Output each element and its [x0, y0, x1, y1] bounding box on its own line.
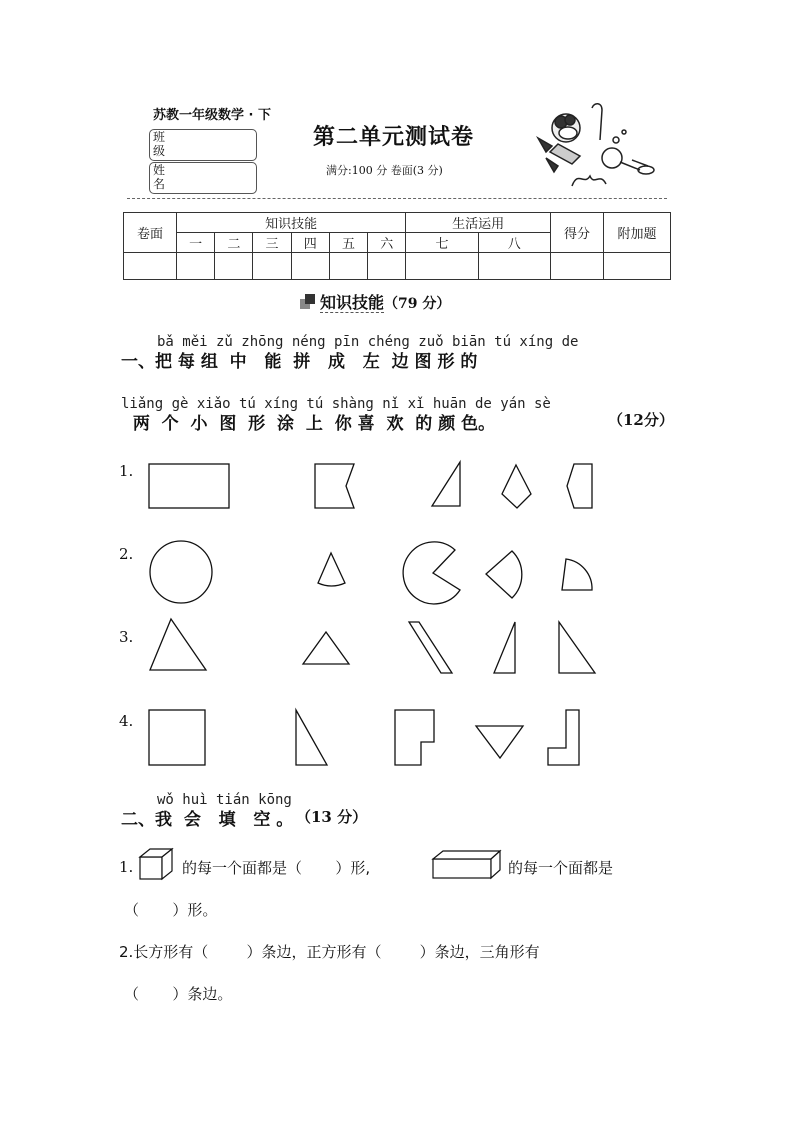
- inverted-triangle-shape: [476, 726, 523, 758]
- l-shape-piece: [548, 710, 579, 765]
- col-6: 六: [368, 233, 406, 253]
- col-8: 八: [478, 233, 550, 253]
- parallelogram-strip-shape: [409, 622, 452, 673]
- thin-triangle-shape: [494, 622, 515, 673]
- q2-item-number: 1.: [119, 858, 134, 876]
- pacman-circle-shape: [403, 542, 460, 604]
- row-number: 1.: [119, 462, 134, 480]
- page-title: 第二单元测试卷: [313, 125, 475, 150]
- q1-text-line1: 一、把 每 组 中 能 拼 成 左 边 图 形 的: [121, 352, 478, 372]
- q2-line1-part1: 的每一个面都是（ ）形,: [182, 859, 371, 877]
- col-defen: 得分: [551, 213, 604, 253]
- col-3: 三: [253, 233, 291, 253]
- col-group-zhishi: 知识技能: [177, 213, 406, 233]
- q1-text-line2: 两 个 小 图 形 涂 上 你 喜 欢 的 颜 色。: [121, 414, 496, 434]
- q2-line3: 2.长方形有（ ）条边，正方形有（ ）条边，三角形有: [119, 943, 540, 961]
- q1-pinyin-line2: liǎng gè xiǎo tú xíng tú shàng nǐ xǐ huān de yán sè: [121, 396, 551, 412]
- right-triangle-shape: [559, 622, 595, 673]
- col-2: 二: [215, 233, 253, 253]
- q1-pinyin-line1: bǎ měi zǔ zhōng néng pīn chéng zuǒ biān tú xíng de: [157, 334, 579, 350]
- circle-shape: [150, 541, 212, 603]
- col-1: 一: [177, 233, 215, 253]
- class-label: 班级: [153, 130, 166, 158]
- col-4: 四: [291, 233, 329, 253]
- col-group-shenghuo: 生活运用: [406, 213, 551, 233]
- section-points: （79 分）: [384, 296, 451, 312]
- row-number: 3.: [119, 628, 134, 646]
- book-label: 苏教一年级数学 · 下: [153, 108, 271, 123]
- q1-points: （12分）: [608, 411, 674, 429]
- right-triangle-shape: [296, 710, 327, 765]
- col-juanmian: 卷面: [124, 213, 177, 253]
- row-number: 4.: [119, 712, 134, 730]
- quarter-sector-shape: [486, 551, 522, 598]
- section-title: 知识技能: [320, 293, 385, 312]
- q2-pinyin: wǒ huì tián kōng: [157, 792, 292, 808]
- small-triangle-shape: [303, 632, 349, 664]
- q2-points: （13 分）: [296, 808, 368, 826]
- notched-rectangle-shape: [315, 464, 354, 508]
- q2-line4: （ ）条边。: [124, 985, 233, 1003]
- kite-shape: [502, 465, 531, 508]
- col-fujia: 附加题: [604, 213, 671, 253]
- page-subtitle: 满分:100 分 卷面(3 分): [326, 164, 443, 177]
- q2-text: 二、我 会 填 空 。: [121, 810, 294, 830]
- right-triangle-shape: [432, 462, 460, 506]
- triangle-shape: [150, 619, 206, 670]
- row-number: 2.: [119, 545, 134, 563]
- cuboid-icon: [431, 849, 503, 881]
- q2-line2: （ ）形。: [124, 901, 218, 919]
- cube-icon: [138, 847, 178, 883]
- col-5: 五: [329, 233, 367, 253]
- l-shape-piece: [395, 710, 434, 765]
- sector-shape: [562, 559, 592, 590]
- sector-small-shape: [318, 553, 345, 586]
- col-7: 七: [406, 233, 478, 253]
- name-label: 姓名: [153, 163, 166, 191]
- rectangle-shape: [149, 464, 229, 508]
- trapezoid-piece-shape: [567, 464, 592, 508]
- q2-line1-part2: 的每一个面都是: [508, 859, 614, 877]
- square-shape: [149, 710, 205, 765]
